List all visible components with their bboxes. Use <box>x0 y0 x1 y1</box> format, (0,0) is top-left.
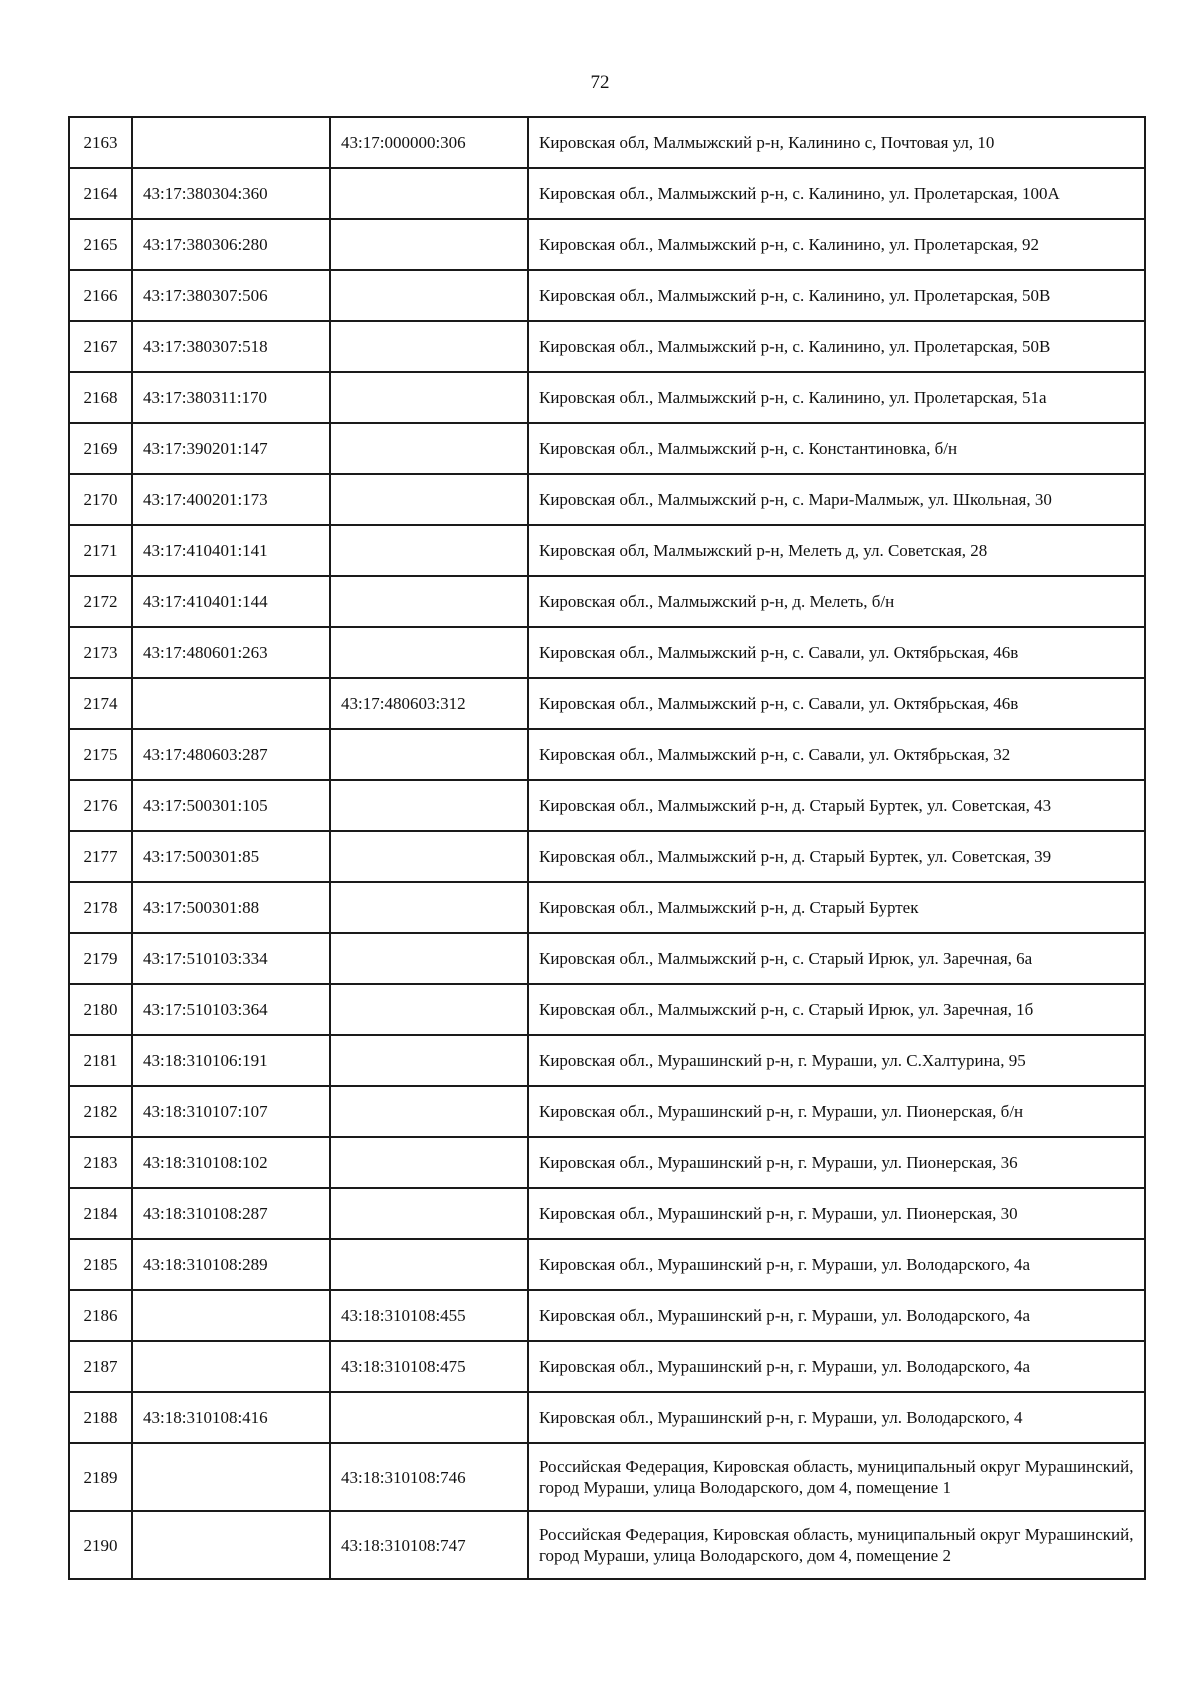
address-cell: Российская Федерация, Кировская область, муниципальный округ Мурашинский, город Мураши, улица Володарского, дом 4, помещение 1 <box>528 1443 1145 1511</box>
table-row <box>69 831 1145 882</box>
cadastral-number-secondary <box>330 1239 528 1290</box>
cadastral-number-secondary <box>330 321 528 372</box>
address-cell: Кировская обл, Малмыжский р-н, Мелеть д, ул. Советская, 28 <box>528 525 1145 576</box>
table-row <box>69 372 1145 423</box>
row-number: 2188 <box>69 1392 132 1443</box>
cadastral-number-secondary <box>330 729 528 780</box>
cadastral-number-primary: 43:17:380311:170 <box>132 372 330 423</box>
table-row <box>69 576 1145 627</box>
address-cell: Кировская обл, Малмыжский р-н, Калинино с, Почтовая ул, 10 <box>528 117 1145 168</box>
table-row <box>69 1511 1145 1579</box>
cadastral-number-secondary <box>330 423 528 474</box>
row-number: 2169 <box>69 423 132 474</box>
cadastral-number-secondary: 43:18:310108:455 <box>330 1290 528 1341</box>
table-row <box>69 780 1145 831</box>
cadastral-number-primary <box>132 678 330 729</box>
cadastral-number-primary: 43:17:500301:85 <box>132 831 330 882</box>
address-cell: Кировская обл., Малмыжский р-н, с. Калинино, ул. Пролетарская, 50В <box>528 321 1145 372</box>
cadastral-number-primary: 43:18:310106:191 <box>132 1035 330 1086</box>
table-row <box>69 729 1145 780</box>
table-row <box>69 627 1145 678</box>
row-number: 2185 <box>69 1239 132 1290</box>
cadastral-number-primary: 43:17:480603:287 <box>132 729 330 780</box>
cadastral-number-primary: 43:17:380307:506 <box>132 270 330 321</box>
cadastral-number-primary: 43:17:500301:105 <box>132 780 330 831</box>
table-row <box>69 1188 1145 1239</box>
table-row <box>69 1443 1145 1511</box>
cadastral-number-primary <box>132 117 330 168</box>
cadastral-number-primary: 43:17:380304:360 <box>132 168 330 219</box>
address-cell: Кировская обл., Мурашинский р-н, г. Мураши, ул. Володарского, 4а <box>528 1341 1145 1392</box>
cadastral-number-primary: 43:17:410401:144 <box>132 576 330 627</box>
cadastral-number-primary: 43:18:310108:289 <box>132 1239 330 1290</box>
row-number: 2176 <box>69 780 132 831</box>
address-cell: Кировская обл., Малмыжский р-н, с. Калинино, ул. Пролетарская, 100А <box>528 168 1145 219</box>
cadastral-number-secondary <box>330 168 528 219</box>
page-number: 72 <box>590 72 610 93</box>
row-number: 2182 <box>69 1086 132 1137</box>
table-row <box>69 1239 1145 1290</box>
row-number: 2170 <box>69 474 132 525</box>
row-number: 2184 <box>69 1188 132 1239</box>
cadastral-number-secondary <box>330 474 528 525</box>
cadastral-number-secondary: 43:18:310108:747 <box>330 1511 528 1579</box>
cadastral-number-secondary: 43:18:310108:475 <box>330 1341 528 1392</box>
cadastral-number-primary: 43:17:510103:364 <box>132 984 330 1035</box>
cadastral-number-secondary <box>330 882 528 933</box>
cadastral-number-primary <box>132 1290 330 1341</box>
row-number: 2171 <box>69 525 132 576</box>
cadastral-number-primary: 43:18:310108:416 <box>132 1392 330 1443</box>
cadastral-number-secondary <box>330 219 528 270</box>
table-row <box>69 270 1145 321</box>
address-cell: Кировская обл., Малмыжский р-н, с. Савали, ул. Октябрьская, 32 <box>528 729 1145 780</box>
row-number: 2174 <box>69 678 132 729</box>
cadastral-number-secondary <box>330 1035 528 1086</box>
address-cell: Кировская обл., Мурашинский р-н, г. Мураши, ул. Володарского, 4а <box>528 1290 1145 1341</box>
row-number: 2177 <box>69 831 132 882</box>
cadastral-number-secondary <box>330 525 528 576</box>
table-row <box>69 1137 1145 1188</box>
cadastral-number-primary: 43:17:510103:334 <box>132 933 330 984</box>
table-row <box>69 219 1145 270</box>
cadastral-number-secondary <box>330 627 528 678</box>
cadastral-number-secondary <box>330 780 528 831</box>
row-number: 2167 <box>69 321 132 372</box>
table-row <box>69 423 1145 474</box>
cadastral-number-secondary: 43:18:310108:746 <box>330 1443 528 1511</box>
table-row <box>69 984 1145 1035</box>
row-number: 2173 <box>69 627 132 678</box>
row-number: 2186 <box>69 1290 132 1341</box>
cadastral-number-primary <box>132 1511 330 1579</box>
cadastral-number-primary: 43:17:400201:173 <box>132 474 330 525</box>
registry-body <box>69 117 1145 1579</box>
cadastral-number-secondary <box>330 1137 528 1188</box>
cadastral-number-primary: 43:18:310107:107 <box>132 1086 330 1137</box>
cadastral-number-primary: 43:18:310108:287 <box>132 1188 330 1239</box>
row-number: 2164 <box>69 168 132 219</box>
cadastral-number-secondary <box>330 270 528 321</box>
table-row <box>69 1035 1145 1086</box>
address-cell: Российская Федерация, Кировская область, муниципальный округ Мурашинский, город Мураши, улица Володарского, дом 4, помещение 2 <box>528 1511 1145 1579</box>
row-number: 2163 <box>69 117 132 168</box>
cadastral-number-primary: 43:17:390201:147 <box>132 423 330 474</box>
cadastral-number-primary <box>132 1443 330 1511</box>
table-row <box>69 1341 1145 1392</box>
address-cell: Кировская обл., Малмыжский р-н, д. Старый Буртек, ул. Советская, 39 <box>528 831 1145 882</box>
address-cell: Кировская обл., Мурашинский р-н, г. Мураши, ул. Володарского, 4а <box>528 1239 1145 1290</box>
row-number: 2180 <box>69 984 132 1035</box>
cadastral-number-primary: 43:17:500301:88 <box>132 882 330 933</box>
address-cell: Кировская обл., Мурашинский р-н, г. Мураши, ул. Володарского, 4 <box>528 1392 1145 1443</box>
row-number: 2179 <box>69 933 132 984</box>
cadastral-number-primary: 43:18:310108:102 <box>132 1137 330 1188</box>
cadastral-number-secondary <box>330 1086 528 1137</box>
row-number: 2166 <box>69 270 132 321</box>
cadastral-number-secondary <box>330 576 528 627</box>
address-cell: Кировская обл., Малмыжский р-н, с. Калинино, ул. Пролетарская, 51а <box>528 372 1145 423</box>
row-number: 2183 <box>69 1137 132 1188</box>
row-number: 2181 <box>69 1035 132 1086</box>
cadastral-number-primary: 43:17:380306:280 <box>132 219 330 270</box>
table-row <box>69 474 1145 525</box>
row-number: 2187 <box>69 1341 132 1392</box>
table-row <box>69 168 1145 219</box>
row-number: 2175 <box>69 729 132 780</box>
address-cell: Кировская обл., Мурашинский р-н, г. Мураши, ул. Пионерская, 36 <box>528 1137 1145 1188</box>
address-cell: Кировская обл., Мурашинский р-н, г. Мураши, ул. Пионерская, б/н <box>528 1086 1145 1137</box>
address-cell: Кировская обл., Малмыжский р-н, д. Мелеть, б/н <box>528 576 1145 627</box>
address-cell: Кировская обл., Малмыжский р-н, с. Константиновка, б/н <box>528 423 1145 474</box>
row-number: 2178 <box>69 882 132 933</box>
row-number: 2172 <box>69 576 132 627</box>
cadastral-number-secondary: 43:17:000000:306 <box>330 117 528 168</box>
table-row <box>69 678 1145 729</box>
table-row <box>69 1392 1145 1443</box>
cadastral-number-secondary <box>330 1188 528 1239</box>
row-number: 2190 <box>69 1511 132 1579</box>
cadastral-number-primary: 43:17:480601:263 <box>132 627 330 678</box>
table-row <box>69 882 1145 933</box>
address-cell: Кировская обл., Малмыжский р-н, с. Калинино, ул. Пролетарская, 50В <box>528 270 1145 321</box>
table-row <box>69 1290 1145 1341</box>
cadastral-number-secondary <box>330 1392 528 1443</box>
cadastral-number-secondary <box>330 933 528 984</box>
cadastral-number-secondary <box>330 831 528 882</box>
table-row <box>69 933 1145 984</box>
address-cell: Кировская обл., Мурашинский р-н, г. Мураши, ул. С.Халтурина, 95 <box>528 1035 1145 1086</box>
row-number: 2168 <box>69 372 132 423</box>
table-row <box>69 525 1145 576</box>
cadastral-number-secondary <box>330 372 528 423</box>
table-row <box>69 321 1145 372</box>
address-cell: Кировская обл., Малмыжский р-н, с. Старый Ирюк, ул. Заречная, 1б <box>528 984 1145 1035</box>
address-cell: Кировская обл., Малмыжский р-н, с. Старый Ирюк, ул. Заречная, 6а <box>528 933 1145 984</box>
table-row <box>69 1086 1145 1137</box>
address-cell: Кировская обл., Малмыжский р-н, с. Калинино, ул. Пролетарская, 92 <box>528 219 1145 270</box>
address-cell: Кировская обл., Малмыжский р-н, д. Старый Буртек <box>528 882 1145 933</box>
cadastral-number-primary: 43:17:380307:518 <box>132 321 330 372</box>
cadastral-number-secondary: 43:17:480603:312 <box>330 678 528 729</box>
table-row <box>69 117 1145 168</box>
cadastral-number-primary: 43:17:410401:141 <box>132 525 330 576</box>
address-cell: Кировская обл., Малмыжский р-н, с. Мари-Малмыж, ул. Школьная, 30 <box>528 474 1145 525</box>
row-number: 2165 <box>69 219 132 270</box>
address-cell: Кировская обл., Малмыжский р-н, д. Старый Буртек, ул. Советская, 43 <box>528 780 1145 831</box>
address-cell: Кировская обл., Мурашинский р-н, г. Мураши, ул. Пионерская, 30 <box>528 1188 1145 1239</box>
row-number: 2189 <box>69 1443 132 1511</box>
property-registry-table <box>68 116 1146 1580</box>
address-cell: Кировская обл., Малмыжский р-н, с. Савали, ул. Октябрьская, 46в <box>528 678 1145 729</box>
address-cell: Кировская обл., Малмыжский р-н, с. Савали, ул. Октябрьская, 46в <box>528 627 1145 678</box>
cadastral-number-primary <box>132 1341 330 1392</box>
cadastral-number-secondary <box>330 984 528 1035</box>
